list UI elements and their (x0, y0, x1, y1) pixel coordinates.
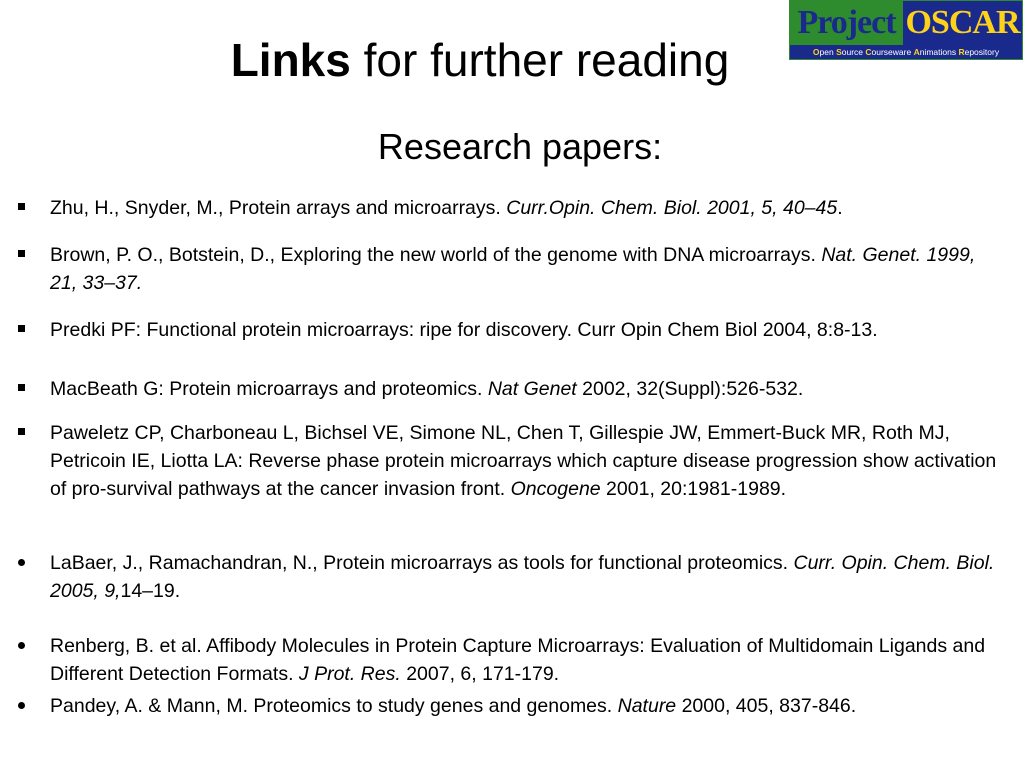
reference-item (18, 375, 1003, 403)
reference-segment: Pandey, A. & Mann, M. Proteomics to study genes and genomes. (50, 695, 618, 717)
reference-journal: J Prot. Res. (298, 663, 401, 685)
logo-tagline-word: pen (819, 47, 837, 57)
reference-segment: 2000, 405, 837-846. (676, 695, 857, 717)
reference-item (18, 632, 1003, 688)
reference-item (18, 194, 1003, 222)
slide-title-rest: for further reading (350, 34, 730, 86)
reference-journal: Nat Genet (487, 378, 577, 400)
logo-tagline-word: epository (964, 47, 1000, 57)
reference-segment: Predki PF: Functional protein microarrays: ripe for discovery. Curr Opin Chem Biol 2004, 8:8-13. (50, 319, 878, 341)
logo-tagline-initial: O (812, 47, 820, 57)
reference-segment: . (837, 197, 843, 219)
logo-tagline-initial: A (913, 47, 920, 57)
reference-segment: 2002, 32(Suppl):526-532. (576, 378, 804, 400)
reference-journal: Nature (617, 695, 677, 717)
reference-journal: Curr. Opin. Chem. Biol. 2005, 9, (50, 552, 995, 602)
logo-word-oscar: OSCAR (903, 1, 1022, 45)
logo-tagline-initial: R (958, 47, 965, 57)
reference-text (50, 692, 1003, 720)
reference-segment: 2007, 6, 171-179. (400, 663, 560, 685)
slide-subtitle: Research papers: (377, 126, 663, 167)
logo-word-project: Project (790, 1, 903, 45)
reference-segment: 2001, 20:1981-1989. (600, 478, 787, 500)
reference-journal: Nat. Genet. 1999, 21, 33–37. (50, 244, 976, 294)
reference-segment: Paweletz CP, Charboneau L, Bichsel VE, Simone NL, Chen T, Gillespie JW, Emmert-Buck MR, Roth MJ, Petricoin IE, Liotta LA: Reverse phase protein microarrays which capture disease progression show activation of pro-survival pathways at the cancer invasion front. (50, 422, 997, 500)
reference-text (50, 241, 1003, 297)
reference-item (18, 316, 1003, 344)
reference-segment: Zhu, H., Snyder, M., Protein arrays and microarrays. (50, 197, 507, 219)
reference-item (18, 692, 1003, 720)
reference-item (18, 549, 1003, 605)
reference-text (50, 632, 1003, 688)
reference-segment: LaBaer, J., Ramachandran, N., Protein microarrays as tools for functional proteomics. (50, 552, 794, 574)
reference-text (50, 194, 1003, 222)
reference-journal: Curr.Opin. Chem. Biol. 2001, 5, 40–45 (506, 197, 838, 219)
reference-segment: Brown, P. O., Botstein, D., Exploring the new world of the genome with DNA microarrays. (50, 244, 822, 266)
reference-segment: MacBeath G: Protein microarrays and proteomics. (50, 378, 488, 400)
slide-title-bold: Links (230, 34, 351, 86)
reference-text (50, 316, 1003, 344)
reference-item (18, 419, 1003, 503)
logo-tagline-word: nimations (919, 47, 959, 57)
slide-title (0, 32, 960, 88)
reference-segment: Renberg, B. et al. Affibody Molecules in Protein Capture Microarrays: Evaluation of Multidomain Ligands and Different Detection Formats. (50, 635, 986, 685)
logo-tagline-initial: S (836, 47, 842, 57)
logo-tagline-initial: C (865, 47, 872, 57)
reference-text (50, 549, 1003, 605)
reference-journal: Oncogene (510, 478, 601, 500)
reference-segment: 14–19. (120, 580, 181, 602)
logo-tagline-word: ource (841, 47, 866, 57)
reference-text (50, 419, 1003, 503)
reference-text (50, 375, 1003, 403)
logo-tagline-word: ourseware (871, 47, 914, 57)
reference-item (18, 241, 1003, 297)
